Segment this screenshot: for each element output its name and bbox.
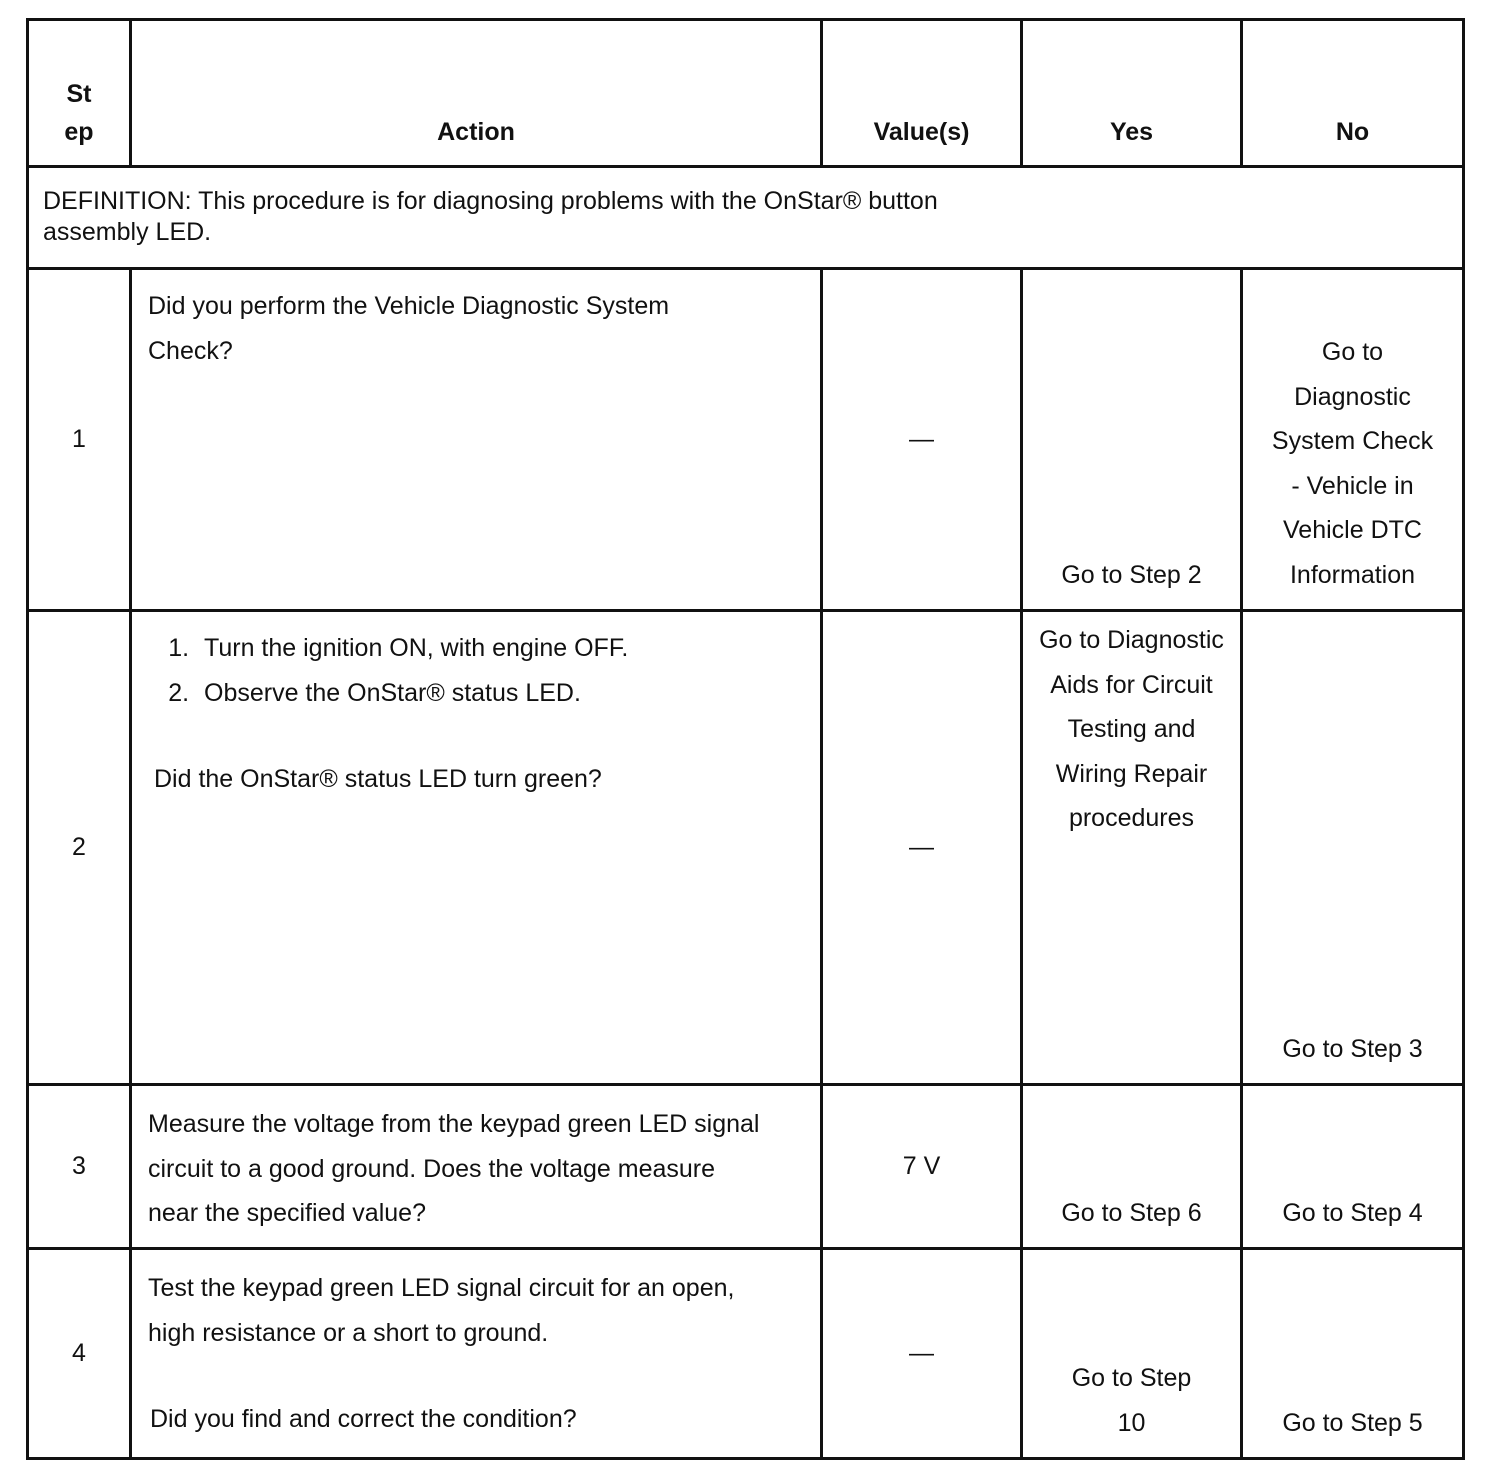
action-step-1: 1. Turn the ignition ON, with engine OFF. [196,626,804,671]
action-text: Measure the voltage from the keypad green LED signal circuit to a good ground. Does the voltage measure near the specified value? [131,1085,822,1249]
value-cell: — [822,611,1022,1085]
table-row [28,1249,1464,1459]
yes-cell: Go to Step 6 [1022,1085,1242,1249]
table-row [28,611,1464,1085]
no-cell: Go to Step 4 [1242,1085,1464,1249]
header-no: No [1242,20,1464,167]
step-number: 3 [28,1085,131,1249]
yes-cell: Go to Step 2 [1022,269,1242,611]
definition-text: DEFINITION: This procedure is for diagnosing problems with the OnStar® button assembly LED. [28,167,1464,269]
header-row [28,20,1464,167]
yes-cell: Go to Step 10 [1022,1249,1242,1459]
no-cell: Go to Diagnostic System Check - Vehicle in Vehicle DTC Information [1242,269,1464,611]
action-text: Test the keypad green LED signal circuit for an open, high resistance or a short to ground. Did you find and correct the condition? [131,1249,822,1459]
header-action: Action [131,20,822,167]
action-text [131,611,822,1085]
action-question: Did you find and correct the condition? [150,1405,577,1433]
action-step-2: 2. Observe the OnStar® status LED. [196,671,804,716]
step-number: 1 [28,269,131,611]
definition-row [28,167,1464,269]
table-row [28,269,1464,611]
no-cell: Go to Step 3 [1242,611,1464,1085]
header-values: Value(s) [822,20,1022,167]
value-cell: 7 V [822,1085,1022,1249]
action-text: Did you perform the Vehicle Diagnostic System Check? [131,269,822,611]
yes-cell: Go to Diagnostic Aids for Circuit Testing and Wiring Repair procedures [1022,611,1242,1085]
table-row [28,1085,1464,1249]
step-number: 4 [28,1249,131,1459]
header-step: St ep [28,20,131,167]
diagnostic-table [26,18,1465,1460]
no-cell: Go to Step 5 [1242,1249,1464,1459]
value-cell: — [822,1249,1022,1459]
header-yes: Yes [1022,20,1242,167]
action-steps-list [148,626,804,715]
action-question: Did the OnStar® status LED turn green? [154,765,602,793]
value-cell: — [822,269,1022,611]
step-number: 2 [28,611,131,1085]
